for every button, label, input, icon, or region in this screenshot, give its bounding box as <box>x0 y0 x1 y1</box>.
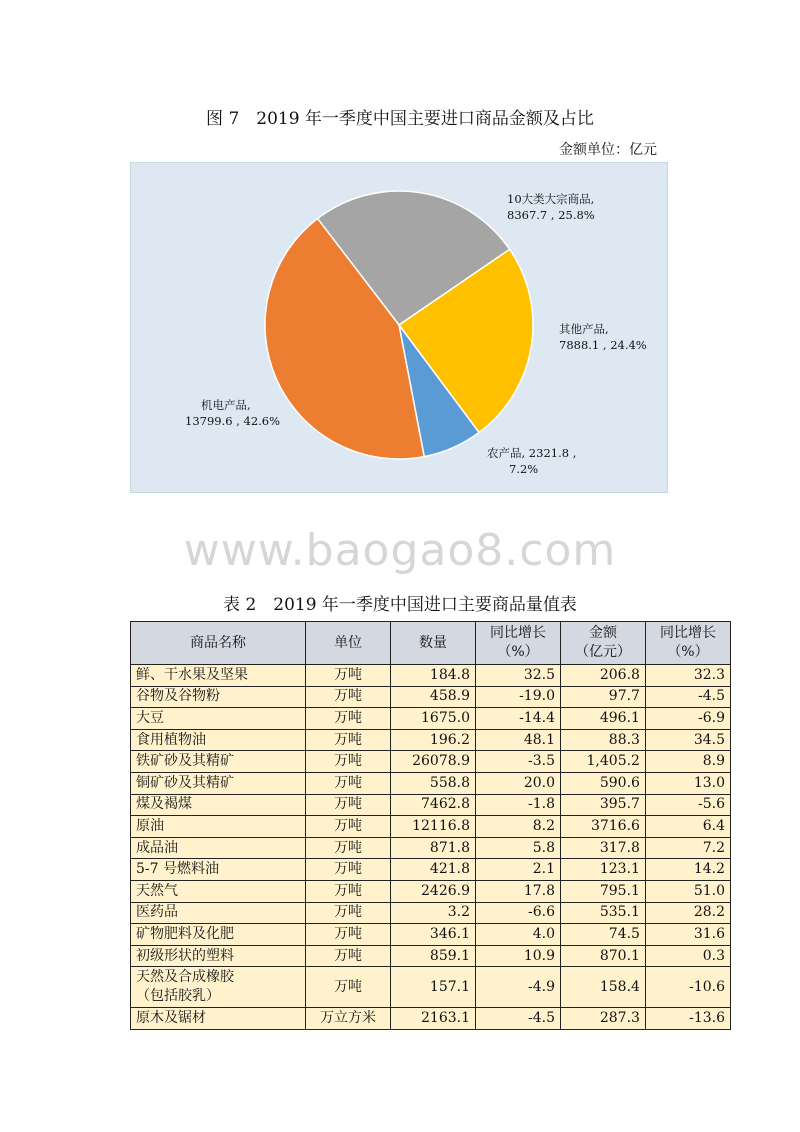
cell-amount: 395.7 <box>560 794 645 816</box>
cell-amount: 97.7 <box>560 686 645 708</box>
cell-amt-yoy: 14.2 <box>645 859 730 881</box>
cell-amt-yoy: 51.0 <box>645 880 730 902</box>
cell-name: 食用植物油 <box>131 729 306 751</box>
cell-unit: 万吨 <box>306 772 391 794</box>
cell-amt-yoy: -4.5 <box>645 686 730 708</box>
table-row <box>131 772 731 794</box>
cell-name-line2: （包括胶乳） <box>136 988 220 1005</box>
cell-qty: 7462.8 <box>391 794 476 816</box>
table-row <box>131 924 731 946</box>
cell-qty-yoy: 32.5 <box>476 665 561 687</box>
cell-unit: 万吨 <box>306 880 391 902</box>
cell-amt-yoy: 34.5 <box>645 729 730 751</box>
watermark: www.baogao8.com <box>183 525 617 576</box>
cell-name: 成品油 <box>131 837 306 859</box>
cell-unit: 万吨 <box>306 751 391 773</box>
cell-unit: 万吨 <box>306 902 391 924</box>
slice-value-label: 7888.1 , 24.4% <box>559 338 647 352</box>
cell-unit: 万吨 <box>306 729 391 751</box>
header-amt-yoy-line2: （%） <box>667 644 709 660</box>
cell-name: 大豆 <box>131 708 306 730</box>
cell-qty-yoy: 48.1 <box>476 729 561 751</box>
cell-amount: 317.8 <box>560 837 645 859</box>
cell-name: 铁矿砂及其精矿 <box>131 751 306 773</box>
cell-unit: 万吨 <box>306 794 391 816</box>
cell-amount: 287.3 <box>560 1008 645 1030</box>
cell-amt-yoy: 8.9 <box>645 751 730 773</box>
cell-qty-yoy: 20.0 <box>476 772 561 794</box>
cell-unit: 万吨 <box>306 816 391 838</box>
slice-label: 农产品, 2321.8 , <box>487 446 577 460</box>
header-qty-yoy <box>476 622 561 665</box>
cell-name <box>131 967 306 1008</box>
cell-name: 初级形状的塑料 <box>131 945 306 967</box>
header-qty-yoy-line1: 同比增长 <box>490 625 546 641</box>
cell-unit: 万吨 <box>306 967 391 1008</box>
cell-amt-yoy: 0.3 <box>645 945 730 967</box>
cell-qty: 196.2 <box>391 729 476 751</box>
header-name: 商品名称 <box>131 622 306 665</box>
cell-qty: 12116.8 <box>391 816 476 838</box>
cell-qty-yoy: 4.0 <box>476 924 561 946</box>
cell-qty-yoy: -4.5 <box>476 1008 561 1030</box>
cell-qty-yoy: -6.6 <box>476 902 561 924</box>
cell-name: 矿物肥料及化肥 <box>131 924 306 946</box>
cell-qty: 2426.9 <box>391 880 476 902</box>
cell-qty: 157.1 <box>391 967 476 1008</box>
table-row <box>131 1008 731 1030</box>
cell-amt-yoy: -5.6 <box>645 794 730 816</box>
slice-value-label: 8367.7 , 25.8% <box>507 208 595 222</box>
cell-amt-yoy: 13.0 <box>645 772 730 794</box>
cell-qty-yoy: -19.0 <box>476 686 561 708</box>
cell-amount: 795.1 <box>560 880 645 902</box>
header-amount-line1: 金额 <box>588 625 617 641</box>
cell-name: 天然气 <box>131 880 306 902</box>
cell-unit: 万吨 <box>306 665 391 687</box>
cell-qty-yoy: -1.8 <box>476 794 561 816</box>
header-amount <box>560 622 645 665</box>
cell-amount: 3716.6 <box>560 816 645 838</box>
cell-amount: 158.4 <box>560 967 645 1008</box>
table-header-row <box>131 622 731 665</box>
cell-amt-yoy: 32.3 <box>645 665 730 687</box>
cell-amount: 74.5 <box>560 924 645 946</box>
pie-chart-panel <box>130 162 668 493</box>
pie-chart <box>131 163 669 494</box>
cell-name: 鲜、干水果及坚果 <box>131 665 306 687</box>
header-qty: 数量 <box>391 622 476 665</box>
figure-title: 图 7 2019 年一季度中国主要进口商品金额及占比 <box>206 109 594 129</box>
table-row <box>131 751 731 773</box>
slice-label: 其他产品, <box>559 322 609 336</box>
cell-qty: 558.8 <box>391 772 476 794</box>
cell-qty-yoy: 10.9 <box>476 945 561 967</box>
cell-qty: 346.1 <box>391 924 476 946</box>
header-amt-yoy-line1: 同比增长 <box>659 625 716 641</box>
header-amount-line2: （亿元） <box>574 644 631 660</box>
cell-unit: 万吨 <box>306 924 391 946</box>
cell-amount: 88.3 <box>560 729 645 751</box>
cell-qty-yoy: 17.8 <box>476 880 561 902</box>
table-row <box>131 967 731 1008</box>
cell-amt-yoy: -13.6 <box>645 1008 730 1030</box>
cell-amount: 870.1 <box>560 945 645 967</box>
table-row <box>131 708 731 730</box>
table-row <box>131 665 731 687</box>
cell-name: 铜矿砂及其精矿 <box>131 772 306 794</box>
cell-qty-yoy: 5.8 <box>476 837 561 859</box>
table-row <box>131 902 731 924</box>
cell-qty: 3.2 <box>391 902 476 924</box>
cell-qty: 1675.0 <box>391 708 476 730</box>
cell-amt-yoy: 6.4 <box>645 816 730 838</box>
cell-unit: 万吨 <box>306 708 391 730</box>
cell-amt-yoy: 7.2 <box>645 837 730 859</box>
cell-amount: 1,405.2 <box>560 751 645 773</box>
cell-unit: 万吨 <box>306 859 391 881</box>
header-qty-yoy-line2: （%） <box>497 644 539 660</box>
cell-amt-yoy: 28.2 <box>645 902 730 924</box>
cell-qty: 871.8 <box>391 837 476 859</box>
cell-amount: 206.8 <box>560 665 645 687</box>
cell-qty-yoy: -14.4 <box>476 708 561 730</box>
unit-label: 金额单位：亿元 <box>559 142 657 158</box>
cell-name: 原木及锯材 <box>131 1008 306 1030</box>
cell-amount: 535.1 <box>560 902 645 924</box>
table-row <box>131 794 731 816</box>
cell-qty: 859.1 <box>391 945 476 967</box>
cell-qty-yoy: 8.2 <box>476 816 561 838</box>
cell-qty: 458.9 <box>391 686 476 708</box>
slice-value-label: 13799.6 , 42.6% <box>185 414 281 428</box>
cell-name: 谷物及谷物粉 <box>131 686 306 708</box>
cell-qty: 421.8 <box>391 859 476 881</box>
cell-unit: 万吨 <box>306 686 391 708</box>
cell-name: 医药品 <box>131 902 306 924</box>
import-table <box>130 621 731 1030</box>
cell-amt-yoy: -6.9 <box>645 708 730 730</box>
slice-label: 10大类大宗商品, <box>507 192 595 206</box>
header-unit: 单位 <box>306 622 391 665</box>
slice-value-label: 7.2% <box>509 462 539 476</box>
cell-amount: 590.6 <box>560 772 645 794</box>
table-title: 表 2 2019 年一季度中国进口主要商品量值表 <box>223 595 577 615</box>
cell-name: 煤及褐煤 <box>131 794 306 816</box>
cell-unit: 万立方米 <box>306 1008 391 1030</box>
header-amt-yoy <box>645 622 730 665</box>
cell-name-line1: 天然及合成橡胶 <box>136 969 234 986</box>
table-row <box>131 816 731 838</box>
table-row <box>131 686 731 708</box>
cell-qty-yoy: 2.1 <box>476 859 561 881</box>
table-row <box>131 880 731 902</box>
cell-amount: 123.1 <box>560 859 645 881</box>
cell-qty-yoy: -3.5 <box>476 751 561 773</box>
table-row <box>131 729 731 751</box>
cell-amt-yoy: -10.6 <box>645 967 730 1008</box>
slice-label: 机电产品, <box>201 398 251 412</box>
cell-unit: 万吨 <box>306 837 391 859</box>
cell-name: 原油 <box>131 816 306 838</box>
table-row <box>131 945 731 967</box>
cell-unit: 万吨 <box>306 945 391 967</box>
cell-amount: 496.1 <box>560 708 645 730</box>
cell-name: 5-7 号燃料油 <box>131 859 306 881</box>
cell-qty: 184.8 <box>391 665 476 687</box>
cell-qty: 26078.9 <box>391 751 476 773</box>
cell-qty: 2163.1 <box>391 1008 476 1030</box>
table-row <box>131 837 731 859</box>
cell-qty-yoy: -4.9 <box>476 967 561 1008</box>
cell-amt-yoy: 31.6 <box>645 924 730 946</box>
table-row <box>131 859 731 881</box>
